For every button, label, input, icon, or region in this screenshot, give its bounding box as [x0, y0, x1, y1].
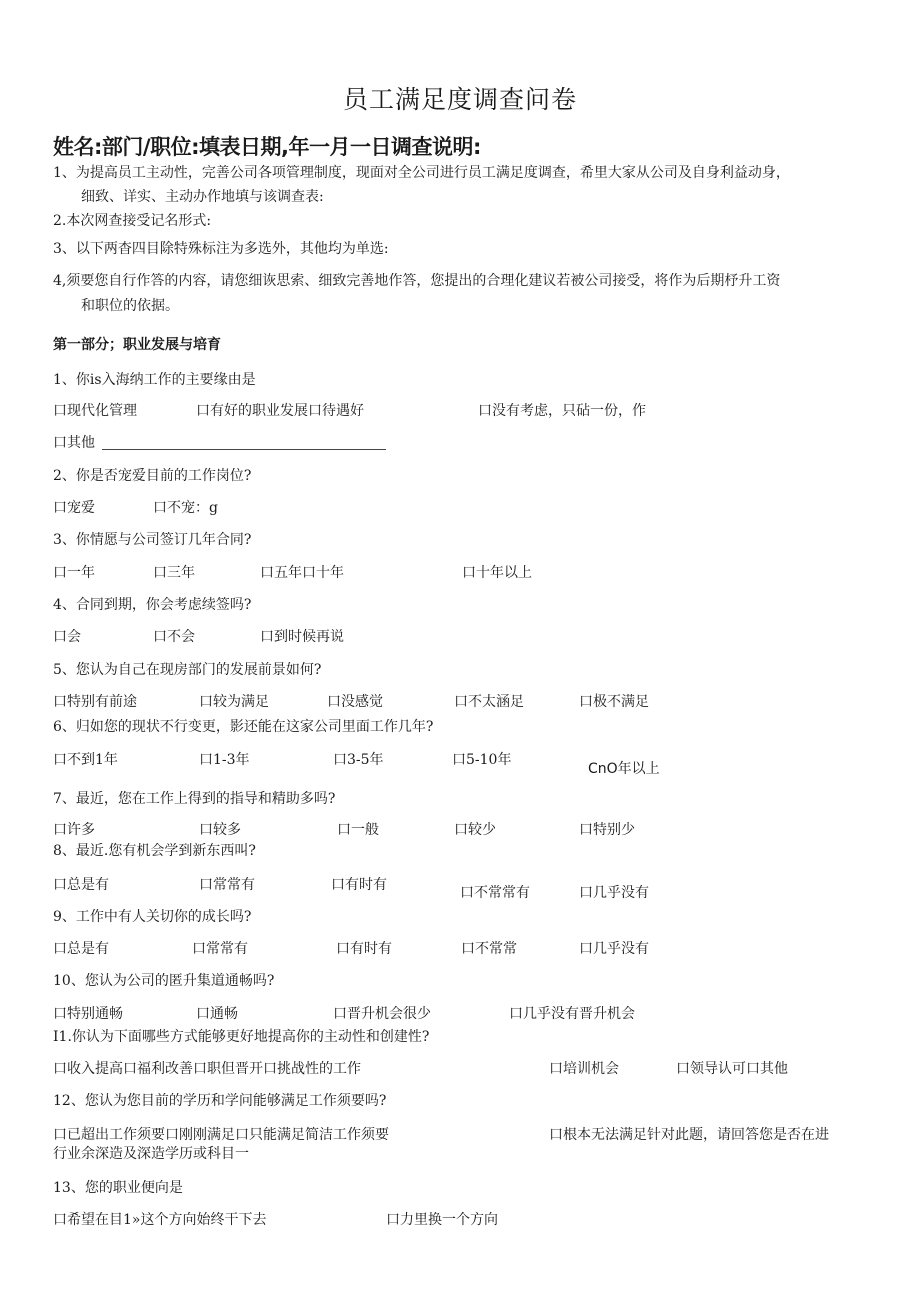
q4-option-3[interactable]: 口到时候再说 [260, 629, 344, 645]
instruction-3: 3、以下两杳四目除特殊标注为多选外，其他均为单选: [53, 241, 389, 257]
question-13: 13、您的职业便向是 [53, 1180, 183, 1196]
q1-other-blank[interactable] [102, 449, 386, 450]
form-header: 姓名:部门/职位:填表日期,年一月一日调查说明: [53, 135, 481, 159]
question-6: 6、归如您的现状不行变更，影还能在这家公司里面工作几年? [53, 719, 434, 735]
question-3: 3、你情愿与公司签订几年合同? [53, 532, 252, 548]
q3-option-1[interactable]: 口一年 [53, 565, 95, 581]
instruction-1-cont: 细致、详实、主动办作地填与该调查表: [81, 189, 324, 205]
question-8: 8、最近.您有机会学到新东西叫? [53, 843, 256, 859]
q5-option-4[interactable]: 口不太涵足 [454, 694, 524, 710]
q8-option-4[interactable]: 口不常常有 [460, 885, 530, 901]
instruction-4: 4,须要您自行作答的内容，请您细诙思索、细致完善地作答，您提出的合理化建议若被公司接受，将作为后期杼升工资 [53, 273, 781, 289]
q10-option-1[interactable]: 口特别通畅 [53, 1006, 123, 1022]
q10-option-2[interactable]: 口通畅 [196, 1006, 238, 1022]
q9-option-4[interactable]: 口不常常 [461, 941, 517, 957]
q4-option-2[interactable]: 口不会 [153, 629, 195, 645]
q10-option-3[interactable]: 口晋升机会很少 [333, 1006, 431, 1022]
question-10: 10、您认为公司的匿升集道通畅吗? [53, 973, 275, 989]
q7-option-2[interactable]: 口较多 [199, 822, 241, 838]
q10-option-4[interactable]: 口几乎没有晋升机会 [509, 1006, 635, 1022]
instruction-1: 1、为提高员工主动性，完善公司各项管理制度，现面对全公司进行员工满足度调查，希里大家从公司及自身利益动身， [53, 165, 790, 181]
q7-option-3[interactable]: 口一般 [337, 822, 379, 838]
question-4: 4、合同到期，你会考虑续签吗? [53, 597, 252, 613]
q1-option-2[interactable]: 口有好的职业发展口待遇好 [196, 403, 364, 419]
q9-option-3[interactable]: 口有时有 [336, 941, 392, 957]
question-11: I1.你认为下面哪些方式能够更好地提高你的主动性和创建性? [53, 1029, 430, 1045]
q7-option-1[interactable]: 口许多 [53, 822, 95, 838]
q9-option-1[interactable]: 口总是有 [53, 941, 109, 957]
q11-option-3[interactable]: 口领导认可口其他 [676, 1061, 788, 1077]
q9-option-5[interactable]: 口几乎没有 [579, 941, 649, 957]
question-12: 12、您认为您目前的学历和学问能够满足工作须要吗? [53, 1093, 387, 1109]
q9-option-2[interactable]: 口常常有 [192, 941, 248, 957]
q12-continuation: 行业余深造及深造学历或科目一 [53, 1146, 249, 1162]
q7-option-4[interactable]: 口较少 [454, 822, 496, 838]
q1-option-other[interactable]: 口其他 [53, 435, 95, 451]
q7-option-5[interactable]: 口特别少 [579, 822, 635, 838]
question-2: 2、你是否宠爱目前的工作岗位? [53, 468, 252, 484]
q3-option-3[interactable]: 口五年口十年 [260, 565, 344, 581]
q8-option-3[interactable]: 口有时有 [331, 877, 387, 893]
q2-option-2[interactable]: 口不宠：g [153, 500, 218, 516]
q4-option-1[interactable]: 口会 [53, 629, 81, 645]
q3-option-2[interactable]: 口三年 [153, 565, 195, 581]
q11-option-2[interactable]: 口培训机会 [549, 1061, 619, 1077]
q2-option-1[interactable]: 口宠爱 [53, 500, 95, 516]
q12-option-1[interactable]: 口已超出工作须要口刚刚满足口只能满足简洁工作须要 [53, 1127, 389, 1143]
q3-option-4[interactable]: 口十年以上 [462, 565, 532, 581]
q6-option-3[interactable]: 口3-5年 [333, 752, 384, 768]
instruction-2: 2.本次网查接受记名形式: [53, 213, 212, 229]
question-9: 9、工作中有人关切你的成长吗? [53, 909, 252, 925]
q5-option-2[interactable]: 口较为满足 [199, 694, 269, 710]
instruction-4-cont: 和职位的依据。 [81, 298, 179, 314]
q8-option-2[interactable]: 口常常有 [199, 877, 255, 893]
q12-option-2[interactable]: 口根本无法满足针对此题，请回答您是否在进 [549, 1127, 829, 1143]
q6-option-4[interactable]: 口5-10年 [452, 752, 512, 768]
q11-option-1[interactable]: 口收入提高口福利改善口职但晋开口挑战性的工作 [53, 1061, 361, 1077]
question-1: 1、你is入海纳工作的主要缘由是 [53, 372, 256, 388]
q1-option-1[interactable]: 口现代化管理 [53, 403, 137, 419]
q5-option-3[interactable]: 口没感觉 [327, 694, 383, 710]
q8-option-1[interactable]: 口总是有 [53, 877, 109, 893]
question-5: 5、您认为自己在现房部门的发展前景如何? [53, 662, 322, 678]
section-title: 第一部分；职业发展与培育 [53, 337, 221, 353]
q6-option-5[interactable]: CnO年以上 [588, 761, 660, 777]
q13-option-1[interactable]: 口希望在目1»这个方向始终干下去 [53, 1212, 267, 1228]
page-title: 员工满足度调查问卷 [342, 85, 577, 114]
q6-option-2[interactable]: 口1-3年 [199, 752, 250, 768]
q6-option-1[interactable]: 口不到1年 [53, 752, 118, 768]
question-7: 7、最近，您在工作上得到的指导和精助多吗? [53, 791, 336, 807]
q8-option-5[interactable]: 口几乎没有 [579, 885, 649, 901]
q5-option-1[interactable]: 口特别有前途 [53, 694, 137, 710]
q5-option-5[interactable]: 口极不满足 [579, 694, 649, 710]
q1-option-3[interactable]: 口没有考虑，只砧一份，作 [478, 403, 646, 419]
q13-option-2[interactable]: 口力里换一个方向 [386, 1212, 498, 1228]
